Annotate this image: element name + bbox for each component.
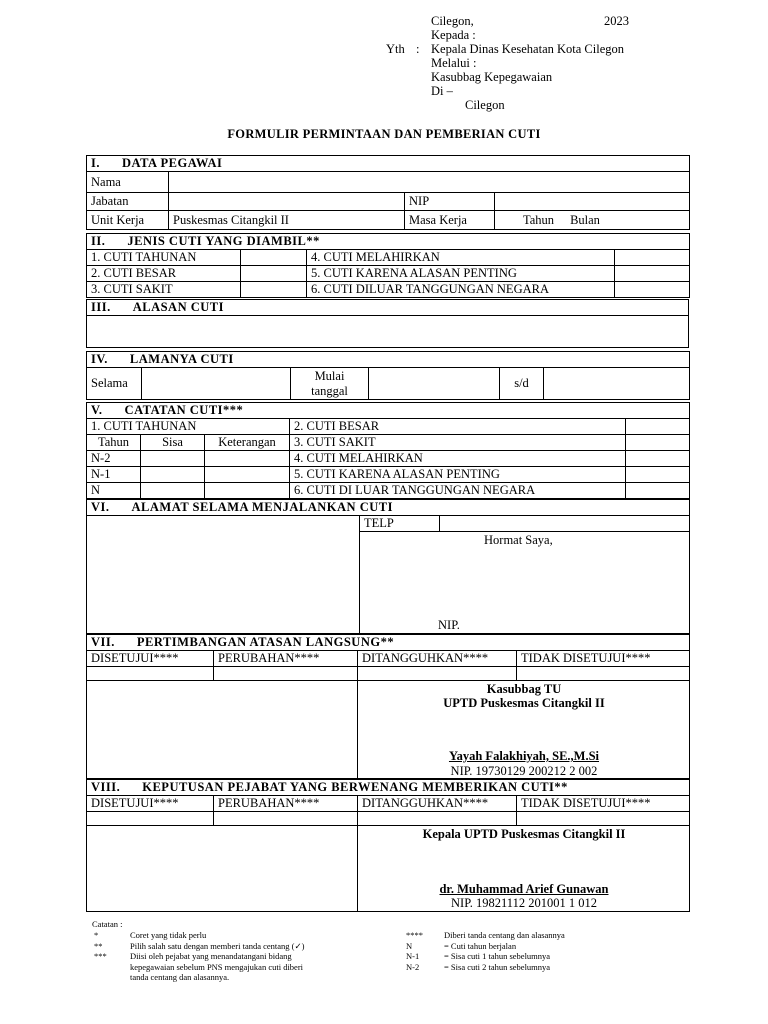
section-header: [87, 780, 690, 796]
unit-kerja-label: Unit Kerja: [87, 211, 169, 230]
ditangguhkan-label: DITANGGUHKAN****: [358, 651, 517, 667]
section-lamanya-cuti: [86, 351, 690, 400]
tidak-disetujui-check[interactable]: [517, 667, 690, 681]
section-title: JENIS CUTI YANG DIAMBIL**: [127, 234, 320, 248]
disetujui-label: DISETUJUI****: [87, 651, 214, 667]
note-value: = Sisa cuti 2 tahun sebelumnya: [444, 961, 551, 972]
catatan-cuti-besar-field[interactable]: [626, 419, 690, 435]
section-catatan-cuti: [86, 402, 690, 499]
section-number: III.: [91, 300, 111, 314]
keterangan-field[interactable]: [205, 467, 290, 483]
note-key: N: [406, 940, 413, 951]
note-key: *: [94, 930, 99, 940]
cuti-melahirkan-label: 4. CUTI MELAHIRKAN: [307, 250, 615, 266]
cuti-diluar-tanggungan-check[interactable]: [615, 282, 690, 298]
nama-label: Nama: [87, 172, 169, 193]
catatan-cuti-alasan-penting-label: 5. CUTI KARENA ALASAN PENTING: [290, 467, 626, 483]
catatan-cuti-diluar-tanggungan-label: 6. CUTI DI LUAR TANGGUNGAN NEGARA: [290, 483, 626, 499]
pejabat-signature-box: [358, 826, 690, 912]
note-value: Diisi oleh pejabat yang menandatangani bidang: [130, 951, 292, 961]
ditangguhkan-check[interactable]: [358, 812, 517, 826]
cuti-sakit-label: 3. CUTI SAKIT: [87, 282, 241, 298]
cuti-melahirkan-check[interactable]: [615, 250, 690, 266]
note-value: Pilih salah satu dengan memberi tanda centang (✓): [130, 940, 305, 951]
melalui-label: Melalui :: [431, 56, 477, 70]
sampai-tanggal-field[interactable]: [544, 368, 690, 400]
catatan-cuti-melahirkan-field[interactable]: [626, 451, 690, 467]
note-key: ****: [406, 930, 423, 940]
section-header: [87, 500, 690, 516]
atasan-unit: UPTD Puskesmas Citangkil II: [443, 696, 605, 710]
atasan-signature-box: [358, 681, 690, 779]
ditangguhkan-label: DITANGGUHKAN****: [358, 796, 517, 812]
bulan-label: Bulan: [570, 212, 600, 227]
note-key: N-2: [406, 961, 420, 972]
form-title: FORMULIR PERMINTAAN DAN PEMBERIAN CUTI: [227, 127, 541, 141]
cuti-tahunan-label: 1. CUTI TAHUNAN: [87, 250, 241, 266]
sisa-header: Sisa: [141, 435, 205, 451]
cuti-diluar-tanggungan-label: 6. CUTI DILUAR TANGGUNGAN NEGARA: [307, 282, 615, 298]
section-title: DATA PEGAWAI: [122, 156, 223, 170]
section-header: [87, 156, 690, 172]
perubahan-label: PERUBAHAN****: [214, 796, 358, 812]
city-date: Cilegon,: [431, 14, 474, 28]
section-title: ALASAN CUTI: [132, 300, 224, 314]
via: Kasubbag Kepegawaian: [431, 70, 553, 84]
section-number: VII.: [91, 635, 115, 649]
section-keputusan-pejabat: [86, 779, 690, 912]
pejabat-name: dr. Muhammad Arief Gunawan: [439, 882, 609, 896]
tahun-header: Tahun: [87, 435, 141, 451]
note-value: Coret yang tidak perlu: [130, 930, 207, 940]
catatan-cuti-alasan-penting-field[interactable]: [626, 467, 690, 483]
nip-field[interactable]: [495, 193, 690, 211]
yth-label: Yth: [386, 42, 405, 56]
section-header: [87, 352, 690, 368]
section-title: PERTIMBANGAN ATASAN LANGSUNG**: [136, 635, 395, 649]
nama-field[interactable]: [169, 172, 690, 193]
keterangan-header: Keterangan: [205, 435, 290, 451]
note-value: Diberi tanda centang dan alasannya: [444, 930, 565, 940]
cuti-alasan-penting-check[interactable]: [615, 266, 690, 282]
atasan-notes-field[interactable]: [87, 681, 358, 779]
section-number: V.: [91, 403, 103, 417]
sisa-field[interactable]: [141, 467, 205, 483]
city: Cilegon: [465, 98, 505, 112]
cuti-besar-check[interactable]: [241, 266, 307, 282]
note-key: **: [94, 940, 103, 951]
sisa-field[interactable]: [141, 451, 205, 467]
masa-kerja-field[interactable]: [495, 211, 690, 230]
catatan-cuti-sakit-field[interactable]: [626, 435, 690, 451]
section-number: VI.: [91, 500, 110, 514]
recipient: Kepala Dinas Kesehatan Kota Cilegon: [431, 42, 624, 56]
notes-title: Catatan :: [92, 919, 123, 929]
cuti-alasan-penting-label: 5. CUTI KARENA ALASAN PENTING: [307, 266, 615, 282]
note-value: tanda centang dan alasannya.: [130, 972, 230, 982]
year-row-label: N-1: [87, 467, 141, 483]
section-data-pegawai: [86, 155, 690, 230]
sisa-field[interactable]: [141, 483, 205, 499]
telp-label: TELP: [360, 516, 440, 532]
note-value: = Cuti tahun berjalan: [444, 940, 517, 951]
note-key: ***: [94, 951, 107, 961]
note-value: kepegawaian sebelum PNS mengajukan cuti diberi: [130, 961, 304, 972]
ditangguhkan-check[interactable]: [358, 667, 517, 681]
year-row-label: N: [87, 483, 141, 499]
section-number: VIII.: [91, 780, 121, 794]
tidak-disetujui-label: TIDAK DISETUJUI****: [517, 651, 690, 667]
catatan-cuti-melahirkan-label: 4. CUTI MELAHIRKAN: [290, 451, 626, 467]
mulai-tanggal-field[interactable]: [369, 368, 500, 400]
sd-label: s/d: [500, 368, 544, 400]
alamat-field[interactable]: [87, 516, 360, 634]
perubahan-label: PERUBAHAN****: [214, 651, 358, 667]
section-alasan-cuti: [86, 299, 689, 348]
keterangan-field[interactable]: [205, 483, 290, 499]
jabatan-label: Jabatan: [87, 193, 169, 211]
note-value: = Sisa cuti 1 tahun sebelumnya: [444, 951, 551, 961]
disetujui-check[interactable]: [87, 667, 214, 681]
nip-label: NIP: [405, 193, 495, 211]
pejabat-nip: NIP. 19821112 201001 1 012: [451, 896, 597, 910]
year: 2023: [604, 14, 629, 28]
perubahan-check[interactable]: [214, 812, 358, 826]
notes-left: [94, 930, 394, 983]
selama-field[interactable]: [142, 368, 291, 400]
hormat-saya-box: [360, 532, 690, 634]
catatan-cuti-tahunan-label: 1. CUTI TAHUNAN: [87, 419, 290, 435]
applicant-nip-label: NIP.: [438, 618, 460, 632]
section-number: I.: [91, 156, 100, 170]
catatan-cuti-diluar-tanggungan-field[interactable]: [626, 483, 690, 499]
section-alamat-cuti: [86, 499, 690, 634]
catatan-cuti-sakit-label: 3. CUTI SAKIT: [290, 435, 626, 451]
section-title: ALAMAT SELAMA MENJALANKAN CUTI: [131, 500, 393, 514]
perubahan-check[interactable]: [214, 667, 358, 681]
alasan-cuti-field[interactable]: [87, 316, 689, 348]
section-pertimbangan-atasan: [86, 634, 690, 779]
disetujui-check[interactable]: [87, 812, 214, 826]
cuti-sakit-check[interactable]: [241, 282, 307, 298]
section-jenis-cuti: [86, 233, 690, 298]
tidak-disetujui-check[interactable]: [517, 812, 690, 826]
yth-colon: :: [416, 42, 420, 56]
cuti-tahunan-check[interactable]: [241, 250, 307, 266]
mulai-label: Mulai: [314, 368, 345, 383]
pejabat-role: Kepala UPTD Puskesmas Citangkil II: [422, 827, 626, 841]
tidak-disetujui-label: TIDAK DISETUJUI****: [517, 796, 690, 812]
tanggal-label: tanggal: [311, 383, 348, 398]
atasan-nip: NIP. 19730129 200212 2 002: [450, 764, 598, 778]
section-header: [87, 234, 690, 250]
section-title: LAMANYA CUTI: [129, 352, 234, 366]
atasan-role: Kasubbag TU: [486, 682, 562, 696]
telp-field[interactable]: [440, 516, 690, 532]
tahun-label: Tahun: [523, 212, 555, 227]
section-number: IV.: [91, 352, 108, 366]
selama-label: Selama: [87, 368, 142, 400]
atasan-name: Yayah Falakhiyah, SE.,M.Si: [448, 749, 600, 763]
masa-kerja-label: Masa Kerja: [405, 211, 495, 230]
section-header: [87, 403, 690, 419]
notes-right: [406, 930, 706, 972]
section-title: KEPUTUSAN PEJABAT YANG BERWENANG MEMBERIKAN CUTI**: [142, 780, 568, 794]
pejabat-notes-field[interactable]: [87, 826, 358, 912]
kepada-label: Kepada :: [431, 28, 476, 42]
mulai-tanggal-label: [291, 368, 369, 400]
hormat-saya-label: Hormat Saya,: [484, 533, 553, 547]
disetujui-label: DISETUJUI****: [87, 796, 214, 812]
year-row-label: N-2: [87, 451, 141, 467]
di-label: Di –: [431, 84, 453, 98]
catatan-cuti-besar-label: 2. CUTI BESAR: [290, 419, 626, 435]
note-key: N-1: [406, 951, 420, 961]
section-header: [87, 300, 689, 316]
unit-kerja-value[interactable]: Puskesmas Citangkil II: [169, 211, 405, 230]
section-title: CATATAN CUTI***: [124, 403, 244, 417]
cuti-besar-label: 2. CUTI BESAR: [87, 266, 241, 282]
jabatan-field[interactable]: [169, 193, 405, 211]
section-number: II.: [91, 234, 106, 248]
section-header: [87, 635, 690, 651]
keterangan-field[interactable]: [205, 451, 290, 467]
